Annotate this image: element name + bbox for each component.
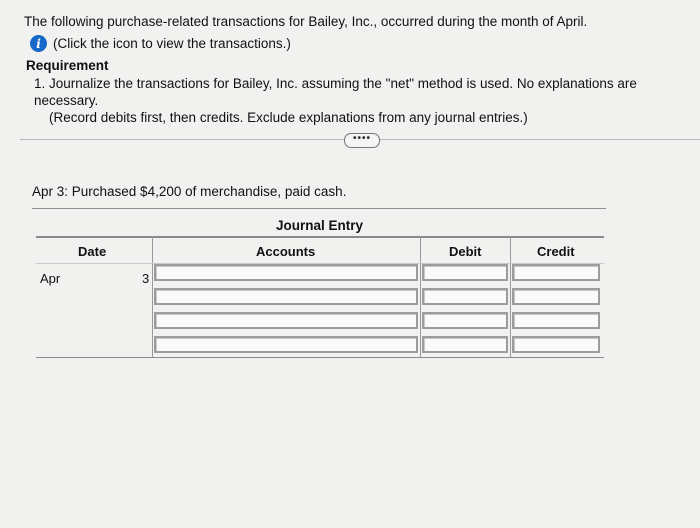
expand-more-button[interactable]: ••••: [344, 133, 380, 148]
header-credit: Credit: [537, 244, 575, 259]
table-top-border: [36, 236, 604, 238]
credit-input-1[interactable]: [512, 264, 600, 281]
credit-input-3[interactable]: [512, 312, 600, 329]
account-input-2[interactable]: [154, 288, 418, 305]
info-row: [30, 35, 291, 52]
header-date: Date: [78, 244, 107, 259]
transaction-description: Apr 3: Purchased $4,200 of merchandise, paid cash.: [32, 184, 347, 199]
credit-input-4[interactable]: [512, 336, 600, 353]
debit-input-2[interactable]: [422, 288, 508, 305]
requirement-heading: Requirement: [26, 58, 109, 73]
debit-input-1[interactable]: [422, 264, 508, 281]
transaction-divider: [32, 208, 606, 209]
requirement-number: 1.: [34, 76, 46, 91]
journal-entry-table: [36, 233, 604, 358]
header-accounts: Accounts: [256, 244, 316, 259]
date-month: Apr: [40, 271, 61, 286]
column-separator: [420, 236, 421, 358]
table-bottom-border: [36, 357, 604, 358]
requirement-note: (Record debits first, then credits. Exclude explanations from any journal entries.): [49, 110, 528, 125]
date-day: 3: [142, 271, 150, 286]
column-separator: [152, 236, 153, 358]
account-input-4[interactable]: [154, 336, 418, 353]
debit-input-4[interactable]: [422, 336, 508, 353]
info-icon[interactable]: i: [30, 35, 47, 52]
credit-input-2[interactable]: [512, 288, 600, 305]
account-input-1[interactable]: [154, 264, 418, 281]
view-transactions-link[interactable]: (Click the icon to view the transactions.): [53, 36, 291, 51]
account-input-3[interactable]: [154, 312, 418, 329]
requirement-text: Journalize the transactions for Bailey, Inc. assuming the "net" method is used. No explanations are necessary.: [34, 76, 637, 108]
problem-intro: The following purchase-related transactions for Bailey, Inc., occurred during the month of April.: [24, 14, 588, 29]
requirement-item: [34, 75, 694, 126]
journal-entry-title: Journal Entry: [276, 218, 364, 233]
column-separator: [510, 236, 511, 358]
debit-input-3[interactable]: [422, 312, 508, 329]
header-debit: Debit: [449, 244, 482, 259]
